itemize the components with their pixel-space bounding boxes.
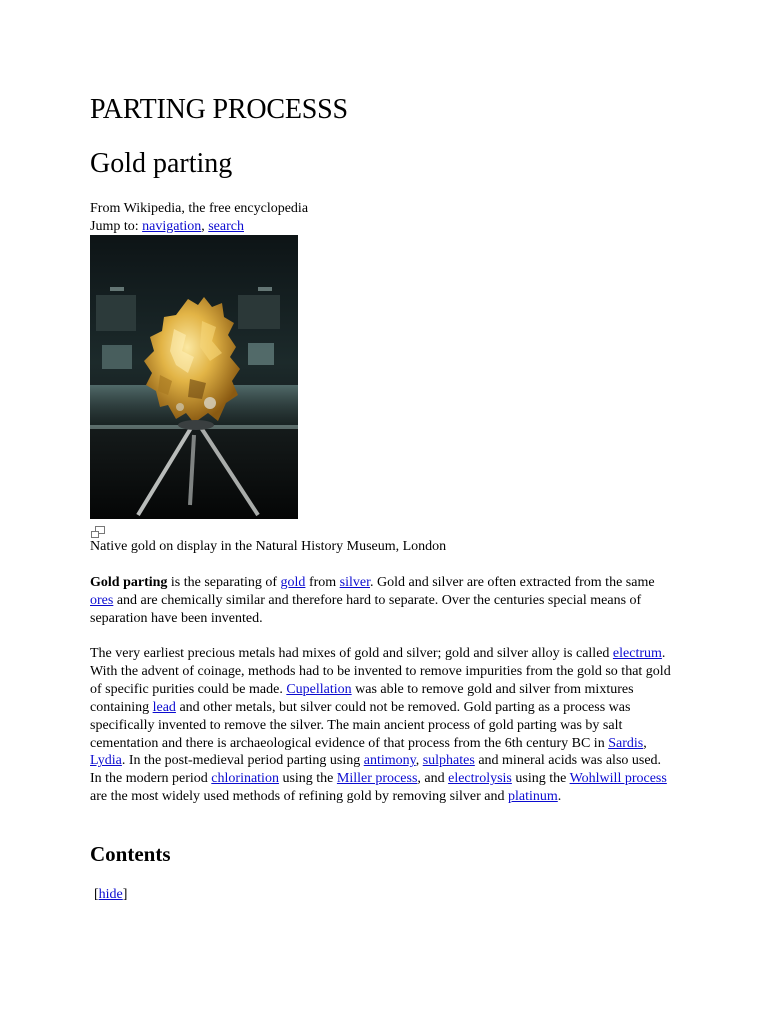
link-sardis[interactable]: Sardis: [608, 735, 644, 751]
history-paragraph: [90, 645, 675, 806]
text-run: . In the post-medieval period parting using: [121, 753, 364, 769]
text-run: and other metals, but silver could not be removed. Gold parting as a process was specifically invented to remove the silver. The main ancient process of gold parting was by salt cementation and there is archaeological evidence of that process from the 6th century BC in: [90, 699, 631, 751]
gold-nugget-image[interactable]: [90, 235, 298, 519]
link-gold[interactable]: gold: [280, 575, 306, 590]
link-antimony[interactable]: antimony: [363, 753, 416, 769]
text-run: are the most widely used methods of refining gold by removing silver and: [90, 789, 508, 805]
link-cupellation[interactable]: Cupellation: [286, 681, 352, 697]
text-run: The very earliest precious metals had mixes of gold and silver; gold and silver alloy is called: [90, 646, 613, 661]
article-title: Gold parting: [90, 148, 233, 179]
article-meta: [90, 200, 308, 235]
contents-heading: Contents: [90, 842, 171, 866]
navigation-link[interactable]: navigation: [142, 218, 202, 234]
text-run: , and: [417, 771, 449, 787]
term-gold-parting: Gold parting: [90, 575, 168, 590]
jump-separator: ,: [201, 218, 205, 234]
link-lydia[interactable]: Lydia: [90, 753, 122, 769]
bracket-open: [: [94, 887, 99, 902]
link-ores[interactable]: ores: [90, 592, 114, 608]
text-run: from: [305, 575, 340, 590]
intro-paragraph: [90, 574, 675, 628]
text-run: is the separating of: [167, 575, 281, 590]
jump-to-label: Jump to:: [90, 218, 139, 234]
enlarge-icon[interactable]: [91, 525, 105, 537]
search-link[interactable]: search: [208, 218, 244, 234]
text-run: using the: [511, 771, 570, 787]
text-run: .: [557, 789, 562, 805]
link-silver[interactable]: silver: [339, 575, 370, 590]
document-title: PARTING PROCESSS: [90, 94, 348, 125]
jump-to: [90, 218, 308, 236]
text-run: . Gold and silver are often extracted from the same: [370, 575, 655, 590]
link-miller-process[interactable]: Miller process: [336, 771, 418, 787]
bracket-close: ]: [122, 887, 128, 902]
link-electrum[interactable]: electrum: [612, 646, 662, 661]
site-sub: From Wikipedia, the free encyclopedia: [90, 201, 309, 216]
link-platinum[interactable]: platinum: [507, 789, 558, 805]
text-run: was able to remove gold and silver from mixtures containing: [90, 681, 634, 715]
text-run: using the: [278, 771, 337, 787]
link-chlorination[interactable]: chlorination: [211, 771, 279, 787]
toc-toggle: [94, 886, 127, 904]
link-lead[interactable]: lead: [152, 699, 176, 715]
text-run: . With the advent of coinage, methods had to be invented to remove impurities from the gold so that gold of specific purities could be made.: [90, 646, 671, 697]
text-run: ,: [643, 735, 647, 751]
text-run: and mineral acids was also used. In the modern period: [90, 753, 662, 787]
hide-toc-link[interactable]: hide: [98, 887, 123, 902]
text-run: ,: [415, 753, 423, 769]
link-sulphates[interactable]: sulphates: [422, 753, 475, 769]
link-electrolysis[interactable]: electrolysis: [448, 771, 512, 787]
image-caption: Native gold on display in the Natural History Museum, London: [90, 539, 447, 554]
text-run: and are chemically similar and therefore hard to separate. Over the centuries special means of separation have been invented.: [90, 592, 642, 626]
link-wohlwill-process[interactable]: Wohlwill process: [569, 771, 667, 787]
